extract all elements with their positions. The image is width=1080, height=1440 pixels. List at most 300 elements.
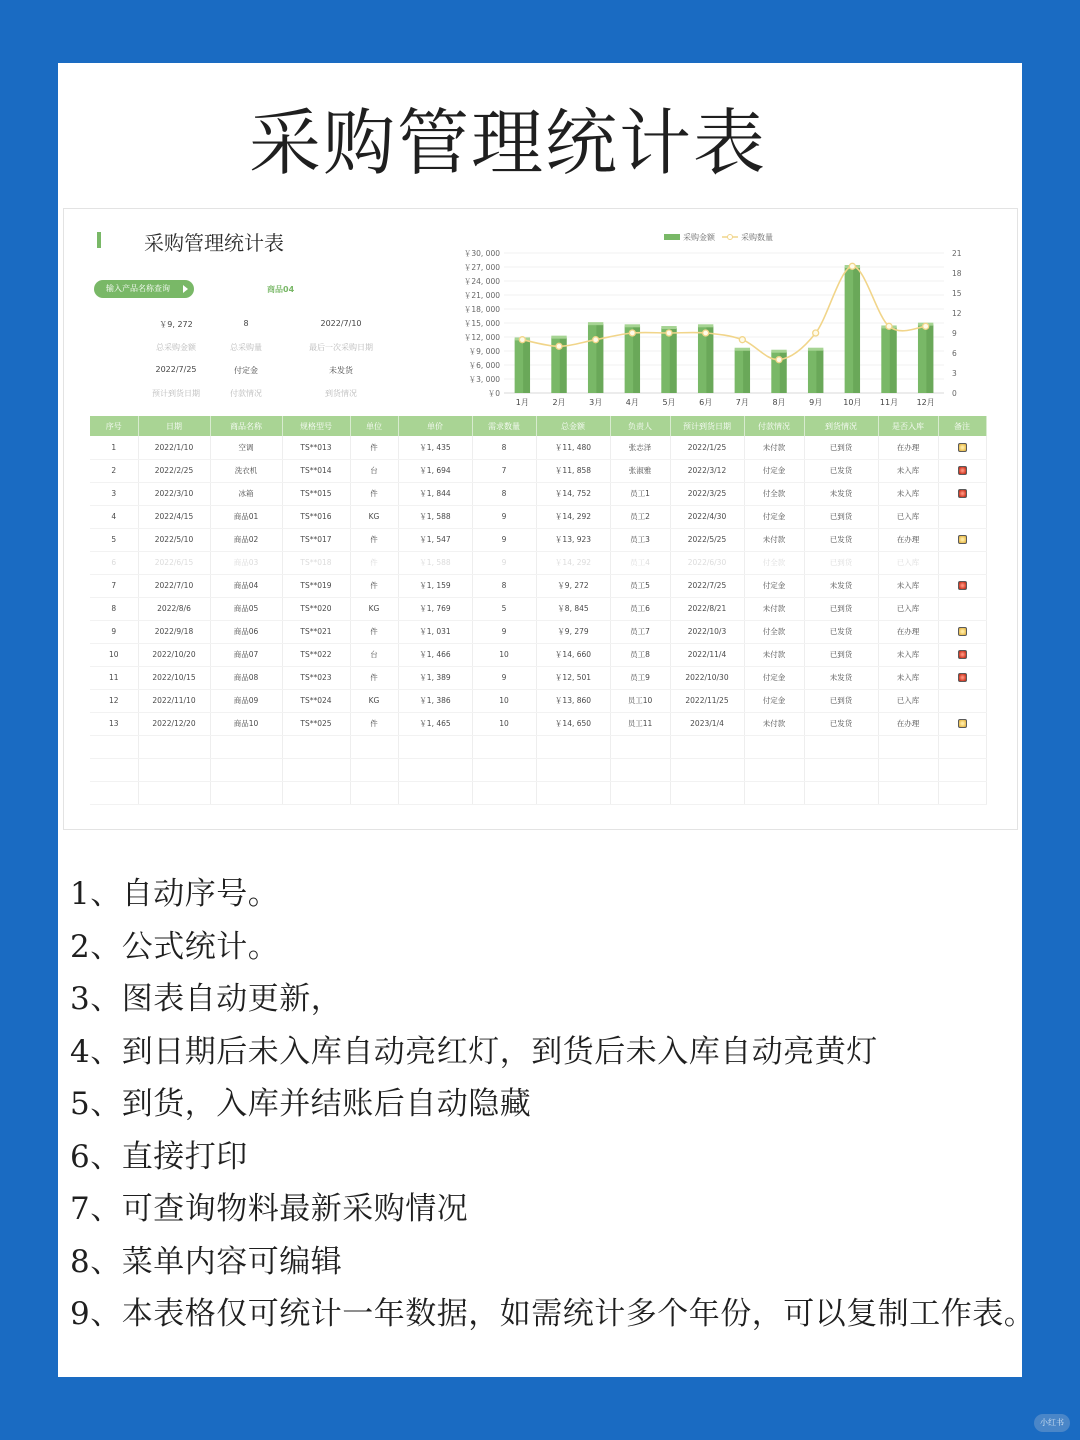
- table-cell[interactable]: 员工1: [610, 482, 670, 505]
- table-row[interactable]: [90, 574, 986, 597]
- table-cell[interactable]: [472, 758, 536, 781]
- column-header[interactable]: 总金额: [536, 416, 610, 436]
- table-cell[interactable]: [138, 735, 210, 758]
- table-cell[interactable]: 未入库: [878, 666, 938, 689]
- page-title: 采购管理统计表: [248, 101, 767, 185]
- table-cell[interactable]: 台: [350, 459, 398, 482]
- table-cell[interactable]: ￥1, 159: [398, 574, 472, 597]
- table-cell[interactable]: 商品04: [210, 574, 282, 597]
- table-cell[interactable]: 2022/6/30: [670, 551, 744, 574]
- table-cell[interactable]: TS**019: [282, 574, 350, 597]
- table-cell[interactable]: 付定金: [744, 574, 804, 597]
- table-cell[interactable]: [804, 758, 878, 781]
- line-point: [703, 330, 709, 336]
- empty-row[interactable]: [90, 781, 986, 804]
- table-cell[interactable]: 8: [472, 482, 536, 505]
- table-cell[interactable]: 10: [90, 643, 138, 666]
- table-cell[interactable]: 在办理: [878, 528, 938, 551]
- table-cell[interactable]: 8: [472, 574, 536, 597]
- table-cell[interactable]: 8: [90, 597, 138, 620]
- table-cell[interactable]: ￥1, 386: [398, 689, 472, 712]
- table-cell[interactable]: [282, 735, 350, 758]
- column-header[interactable]: 规格型号: [282, 416, 350, 436]
- table-cell[interactable]: 在办理: [878, 620, 938, 643]
- table-cell[interactable]: ￥13, 860: [536, 689, 610, 712]
- table-cell[interactable]: [90, 781, 138, 804]
- table-cell[interactable]: TS**020: [282, 597, 350, 620]
- bar-top: [661, 326, 676, 329]
- table-cell[interactable]: 9: [472, 505, 536, 528]
- feature-note: 4、到日期后未入库自动亮红灯，到货后未入库自动亮黄灯: [70, 1033, 878, 1070]
- column-header[interactable]: 商品名称: [210, 416, 282, 436]
- table-cell[interactable]: 件: [350, 620, 398, 643]
- table-cell[interactable]: [610, 735, 670, 758]
- table-cell[interactable]: 2022/4/30: [670, 505, 744, 528]
- status-lamp-cell: [938, 528, 986, 551]
- play-arrow-icon: [183, 285, 188, 293]
- table-cell[interactable]: TS**021: [282, 620, 350, 643]
- table-cell[interactable]: 1: [90, 436, 138, 459]
- bar-top: [808, 348, 823, 351]
- y-axis-tick-label: ￥21, 000: [463, 291, 500, 300]
- table-cell[interactable]: 商品07: [210, 643, 282, 666]
- table-cell[interactable]: ￥14, 650: [536, 712, 610, 735]
- table-cell[interactable]: [210, 781, 282, 804]
- table-cell[interactable]: 2022/8/6: [138, 597, 210, 620]
- table-cell[interactable]: 2022/7/25: [670, 574, 744, 597]
- table-cell[interactable]: 2022/3/10: [138, 482, 210, 505]
- status-lamp-cell: [938, 666, 986, 689]
- column-header[interactable]: 单价: [398, 416, 472, 436]
- table-cell[interactable]: [210, 735, 282, 758]
- table-cell[interactable]: ￥8, 845: [536, 597, 610, 620]
- bar-shade: [816, 350, 823, 393]
- x-axis-tick-label: 9月: [809, 398, 823, 407]
- table-cell[interactable]: 台: [350, 643, 398, 666]
- table-cell[interactable]: 2022/9/18: [138, 620, 210, 643]
- table-cell[interactable]: [878, 781, 938, 804]
- table-row[interactable]: [90, 551, 986, 574]
- bar-top: [735, 348, 750, 351]
- empty-row[interactable]: [90, 758, 986, 781]
- column-header[interactable]: 序号: [90, 416, 138, 436]
- table-cell[interactable]: [744, 758, 804, 781]
- table-cell[interactable]: 件: [350, 482, 398, 505]
- table-cell[interactable]: [472, 781, 536, 804]
- feature-list: [70, 868, 1036, 1341]
- table-cell[interactable]: 员工11: [610, 712, 670, 735]
- status-lamp-cell: [938, 459, 986, 482]
- table-cell[interactable]: [744, 781, 804, 804]
- table-cell[interactable]: KG: [350, 505, 398, 528]
- table-cell[interactable]: [398, 758, 472, 781]
- x-axis-tick-label: 4月: [625, 398, 639, 407]
- table-cell[interactable]: 洗衣机: [210, 459, 282, 482]
- x-axis-tick-label: 10月: [843, 398, 862, 407]
- table-cell[interactable]: 5: [90, 528, 138, 551]
- table-cell[interactable]: 未付款: [744, 597, 804, 620]
- table-cell[interactable]: [398, 781, 472, 804]
- table-cell[interactable]: ￥14, 752: [536, 482, 610, 505]
- table-cell[interactable]: 员工8: [610, 643, 670, 666]
- table-row[interactable]: [90, 482, 986, 505]
- table-cell[interactable]: 2022/2/25: [138, 459, 210, 482]
- stat-eta-value: 2022/7/25: [155, 365, 197, 374]
- table-row[interactable]: [90, 459, 986, 482]
- table-cell[interactable]: 已到货: [804, 597, 878, 620]
- table-cell[interactable]: 员工2: [610, 505, 670, 528]
- table-cell[interactable]: 付定金: [744, 666, 804, 689]
- table-cell[interactable]: 9: [472, 551, 536, 574]
- y-axis-tick-label: ￥15, 000: [463, 319, 500, 328]
- table-cell[interactable]: KG: [350, 597, 398, 620]
- table-cell[interactable]: [610, 781, 670, 804]
- table-cell[interactable]: 商品05: [210, 597, 282, 620]
- table-cell[interactable]: 2022/1/25: [670, 436, 744, 459]
- table-cell[interactable]: 已入库: [878, 551, 938, 574]
- table-cell[interactable]: 11: [90, 666, 138, 689]
- table-cell[interactable]: [804, 781, 878, 804]
- table-cell[interactable]: 已发货: [804, 620, 878, 643]
- table-cell[interactable]: 张淑雅: [610, 459, 670, 482]
- table-cell[interactable]: 未入库: [878, 574, 938, 597]
- column-header[interactable]: 预计到货日期: [670, 416, 744, 436]
- table-cell[interactable]: 已到货: [804, 643, 878, 666]
- table-cell[interactable]: ￥13, 923: [536, 528, 610, 551]
- table-cell[interactable]: 商品02: [210, 528, 282, 551]
- table-cell[interactable]: 已到货: [804, 505, 878, 528]
- table-cell[interactable]: [744, 735, 804, 758]
- table-cell[interactable]: 员工10: [610, 689, 670, 712]
- line-point: [813, 330, 819, 336]
- table-cell[interactable]: TS**022: [282, 643, 350, 666]
- y2-axis-tick-label: 0: [952, 389, 957, 398]
- stat-delivery-value: 未发货: [329, 366, 353, 375]
- table-cell[interactable]: 未发货: [804, 482, 878, 505]
- column-header[interactable]: 付款情况: [744, 416, 804, 436]
- table-cell[interactable]: [90, 735, 138, 758]
- table-cell[interactable]: 商品01: [210, 505, 282, 528]
- x-axis-tick-label: 7月: [735, 398, 749, 407]
- table-cell[interactable]: 未入库: [878, 459, 938, 482]
- table-cell[interactable]: 2022/1/10: [138, 436, 210, 459]
- table-cell[interactable]: 9: [472, 620, 536, 643]
- table-cell[interactable]: 未付款: [744, 436, 804, 459]
- table-cell[interactable]: 2: [90, 459, 138, 482]
- y2-axis-tick-label: 9: [952, 329, 957, 338]
- purchase-table: [90, 416, 987, 805]
- x-axis-tick-label: 6月: [699, 398, 713, 407]
- table-row[interactable]: [90, 505, 986, 528]
- table-cell[interactable]: TS**013: [282, 436, 350, 459]
- stat-payment-value: 付定金: [234, 366, 258, 375]
- table-cell[interactable]: 已到货: [804, 689, 878, 712]
- table-cell[interactable]: TS**015: [282, 482, 350, 505]
- status-lamp-cell: [938, 689, 986, 712]
- red-light-icon: [958, 466, 967, 475]
- yellow-light-icon: [958, 627, 967, 636]
- table-cell[interactable]: ￥1, 031: [398, 620, 472, 643]
- table-row[interactable]: [90, 689, 986, 712]
- table-cell[interactable]: [536, 735, 610, 758]
- table-cell[interactable]: 2022/11/25: [670, 689, 744, 712]
- table-cell[interactable]: 2022/3/12: [670, 459, 744, 482]
- table-row[interactable]: [90, 712, 986, 735]
- table-cell[interactable]: 员工4: [610, 551, 670, 574]
- table-cell[interactable]: 付全款: [744, 482, 804, 505]
- table-cell[interactable]: 未入库: [878, 643, 938, 666]
- table-cell[interactable]: ￥1, 389: [398, 666, 472, 689]
- table-row[interactable]: [90, 597, 986, 620]
- table-cell[interactable]: 件: [350, 666, 398, 689]
- table-cell[interactable]: 付全款: [744, 551, 804, 574]
- table-cell[interactable]: 3: [90, 482, 138, 505]
- table-cell[interactable]: 商品08: [210, 666, 282, 689]
- table-cell[interactable]: 员工5: [610, 574, 670, 597]
- column-header[interactable]: 到货情况: [804, 416, 878, 436]
- column-header[interactable]: 是否入库: [878, 416, 938, 436]
- x-axis-tick-label: 1月: [515, 398, 529, 407]
- table-cell[interactable]: [210, 758, 282, 781]
- table-cell[interactable]: 2022/11/4: [670, 643, 744, 666]
- table-cell[interactable]: [282, 781, 350, 804]
- table-cell[interactable]: ￥9, 279: [536, 620, 610, 643]
- table-cell[interactable]: 12: [90, 689, 138, 712]
- table-cell[interactable]: ￥14, 292: [536, 505, 610, 528]
- table-cell[interactable]: 2023/1/4: [670, 712, 744, 735]
- table-cell[interactable]: [536, 781, 610, 804]
- table-cell[interactable]: 件: [350, 528, 398, 551]
- table-cell[interactable]: [610, 758, 670, 781]
- table-cell[interactable]: ￥1, 547: [398, 528, 472, 551]
- table-cell[interactable]: [670, 758, 744, 781]
- table-cell[interactable]: [90, 758, 138, 781]
- x-axis-tick-label: 2月: [552, 398, 566, 407]
- table-cell[interactable]: 未付款: [744, 528, 804, 551]
- table-cell[interactable]: [138, 781, 210, 804]
- y-axis-tick-label: ￥30, 000: [463, 249, 500, 258]
- table-cell[interactable]: 5: [472, 597, 536, 620]
- table-cell[interactable]: ￥11, 858: [536, 459, 610, 482]
- table-cell[interactable]: ￥1, 844: [398, 482, 472, 505]
- table-cell[interactable]: 未入库: [878, 482, 938, 505]
- content-card: [58, 63, 1036, 1377]
- table-cell[interactable]: ￥1, 435: [398, 436, 472, 459]
- table-cell[interactable]: [138, 758, 210, 781]
- table-cell[interactable]: 付定金: [744, 689, 804, 712]
- table-cell[interactable]: [350, 735, 398, 758]
- table-cell[interactable]: 2022/12/20: [138, 712, 210, 735]
- table-cell[interactable]: 已到货: [804, 551, 878, 574]
- table-cell[interactable]: 2022/5/10: [138, 528, 210, 551]
- table-cell[interactable]: 商品10: [210, 712, 282, 735]
- table-cell[interactable]: 已入库: [878, 505, 938, 528]
- table-cell[interactable]: 件: [350, 574, 398, 597]
- table-cell[interactable]: 张志泽: [610, 436, 670, 459]
- table-cell[interactable]: 2022/10/30: [670, 666, 744, 689]
- table-cell[interactable]: [938, 758, 986, 781]
- line-point: [739, 337, 745, 343]
- table-cell[interactable]: 6: [90, 551, 138, 574]
- table-cell[interactable]: TS**024: [282, 689, 350, 712]
- table-cell[interactable]: 商品06: [210, 620, 282, 643]
- table-cell[interactable]: 10: [472, 689, 536, 712]
- table-cell[interactable]: 7: [472, 459, 536, 482]
- table-cell[interactable]: 7: [90, 574, 138, 597]
- table-cell[interactable]: 未付款: [744, 712, 804, 735]
- table-cell[interactable]: 员工9: [610, 666, 670, 689]
- table-cell[interactable]: 8: [472, 436, 536, 459]
- bar-top: [551, 336, 566, 339]
- query-product-value[interactable]: 商品04: [267, 285, 295, 294]
- table-cell[interactable]: 已入库: [878, 689, 938, 712]
- legend-label: 采购数量: [741, 233, 773, 242]
- yellow-light-icon: [958, 535, 967, 544]
- table-cell[interactable]: [398, 735, 472, 758]
- feature-note: 6、直接打印: [70, 1138, 248, 1175]
- table-cell[interactable]: [536, 758, 610, 781]
- table-cell[interactable]: ￥9, 272: [536, 574, 610, 597]
- table-row[interactable]: [90, 436, 986, 459]
- table-cell[interactable]: [282, 758, 350, 781]
- table-cell[interactable]: [878, 758, 938, 781]
- table-cell[interactable]: 付定金: [744, 459, 804, 482]
- table-cell[interactable]: 在办理: [878, 436, 938, 459]
- table-cell[interactable]: 未发货: [804, 574, 878, 597]
- table-cell[interactable]: 未发货: [804, 666, 878, 689]
- table-cell[interactable]: 商品03: [210, 551, 282, 574]
- table-cell[interactable]: 9: [472, 666, 536, 689]
- table-cell[interactable]: 10: [472, 712, 536, 735]
- table-cell[interactable]: 10: [472, 643, 536, 666]
- table-cell[interactable]: 付定金: [744, 505, 804, 528]
- table-cell[interactable]: 冰箱: [210, 482, 282, 505]
- table-cell[interactable]: [938, 735, 986, 758]
- table-cell[interactable]: ￥11, 480: [536, 436, 610, 459]
- table-cell[interactable]: TS**016: [282, 505, 350, 528]
- table-cell[interactable]: ￥1, 694: [398, 459, 472, 482]
- table-cell[interactable]: [472, 735, 536, 758]
- table-cell[interactable]: KG: [350, 689, 398, 712]
- column-header[interactable]: 需求数量: [472, 416, 536, 436]
- table-cell[interactable]: ￥1, 588: [398, 505, 472, 528]
- column-header[interactable]: 日期: [138, 416, 210, 436]
- table-cell[interactable]: TS**017: [282, 528, 350, 551]
- table-cell[interactable]: 2022/10/20: [138, 643, 210, 666]
- table-cell[interactable]: 空调: [210, 436, 282, 459]
- column-header[interactable]: 备注: [938, 416, 986, 436]
- feature-note: 5、到货，入库并结账后自动隐藏: [70, 1086, 532, 1122]
- table-row[interactable]: [90, 528, 986, 551]
- table-row[interactable]: [90, 620, 986, 643]
- red-light-icon: [958, 489, 967, 498]
- table-cell[interactable]: [878, 735, 938, 758]
- status-lamp-cell: [938, 620, 986, 643]
- table-cell[interactable]: ￥14, 660: [536, 643, 610, 666]
- product-query-button[interactable]: [94, 280, 194, 298]
- table-cell[interactable]: 9: [472, 528, 536, 551]
- table-cell[interactable]: 4: [90, 505, 138, 528]
- table-cell[interactable]: TS**023: [282, 666, 350, 689]
- table-cell[interactable]: 2022/3/25: [670, 482, 744, 505]
- feature-note: 7、可查询物料最新采购情况: [70, 1191, 469, 1227]
- purchase-combo-chart: [444, 223, 994, 413]
- table-cell[interactable]: TS**014: [282, 459, 350, 482]
- table-cell[interactable]: ￥14, 292: [536, 551, 610, 574]
- table-cell[interactable]: [938, 781, 986, 804]
- table-cell[interactable]: 未付款: [744, 643, 804, 666]
- table-cell[interactable]: 已发货: [804, 528, 878, 551]
- y2-axis-tick-label: 3: [952, 369, 957, 378]
- table-header-row: [90, 416, 986, 436]
- table-cell[interactable]: 2022/6/15: [138, 551, 210, 574]
- bar-top: [588, 322, 603, 325]
- status-lamp-cell: [938, 436, 986, 459]
- table-cell[interactable]: 2022/8/21: [670, 597, 744, 620]
- table-cell[interactable]: 已发货: [804, 459, 878, 482]
- stat-last-date-label: 最后一次采购日期: [309, 343, 373, 352]
- table-row[interactable]: [90, 643, 986, 666]
- feature-note: 3、图表自动更新，: [70, 981, 343, 1017]
- table-cell[interactable]: 9: [90, 620, 138, 643]
- table-cell[interactable]: 2022/5/25: [670, 528, 744, 551]
- line-point: [776, 357, 782, 363]
- table-cell[interactable]: 件: [350, 436, 398, 459]
- feature-note: 1、自动序号。: [70, 876, 280, 912]
- table-cell[interactable]: ￥1, 465: [398, 712, 472, 735]
- table-cell[interactable]: TS**025: [282, 712, 350, 735]
- table-cell[interactable]: ￥1, 588: [398, 551, 472, 574]
- table-cell[interactable]: 已发货: [804, 712, 878, 735]
- table-cell[interactable]: [804, 735, 878, 758]
- line-point: [886, 323, 892, 329]
- table-cell[interactable]: 件: [350, 712, 398, 735]
- table-row[interactable]: [90, 666, 986, 689]
- sheet-title: 采购管理统计表: [144, 231, 284, 255]
- column-header[interactable]: 单位: [350, 416, 398, 436]
- table-cell[interactable]: ￥1, 769: [398, 597, 472, 620]
- bar-shade: [596, 324, 603, 393]
- table-cell[interactable]: 员工3: [610, 528, 670, 551]
- table-cell[interactable]: [670, 781, 744, 804]
- empty-row[interactable]: [90, 735, 986, 758]
- table-cell[interactable]: 在办理: [878, 712, 938, 735]
- bar-top: [698, 324, 713, 327]
- table-cell[interactable]: 2022/10/3: [670, 620, 744, 643]
- table-cell[interactable]: 2022/4/15: [138, 505, 210, 528]
- table-cell[interactable]: 2022/7/10: [138, 574, 210, 597]
- table-cell[interactable]: [670, 735, 744, 758]
- table-cell[interactable]: [350, 758, 398, 781]
- table-cell[interactable]: 件: [350, 551, 398, 574]
- table-cell[interactable]: TS**018: [282, 551, 350, 574]
- table-cell[interactable]: 员工7: [610, 620, 670, 643]
- column-header[interactable]: 负责人: [610, 416, 670, 436]
- table-cell[interactable]: 13: [90, 712, 138, 735]
- table-cell[interactable]: 付全款: [744, 620, 804, 643]
- table-cell[interactable]: 商品09: [210, 689, 282, 712]
- y2-axis-tick-label: 6: [952, 349, 957, 358]
- table-cell[interactable]: [350, 781, 398, 804]
- table-cell[interactable]: ￥1, 466: [398, 643, 472, 666]
- table-cell[interactable]: ￥12, 501: [536, 666, 610, 689]
- bar-shade: [670, 328, 677, 393]
- table-cell[interactable]: 2022/10/15: [138, 666, 210, 689]
- table-cell[interactable]: 2022/11/10: [138, 689, 210, 712]
- table-cell[interactable]: 员工6: [610, 597, 670, 620]
- table-cell[interactable]: 已到货: [804, 436, 878, 459]
- table-cell[interactable]: 已入库: [878, 597, 938, 620]
